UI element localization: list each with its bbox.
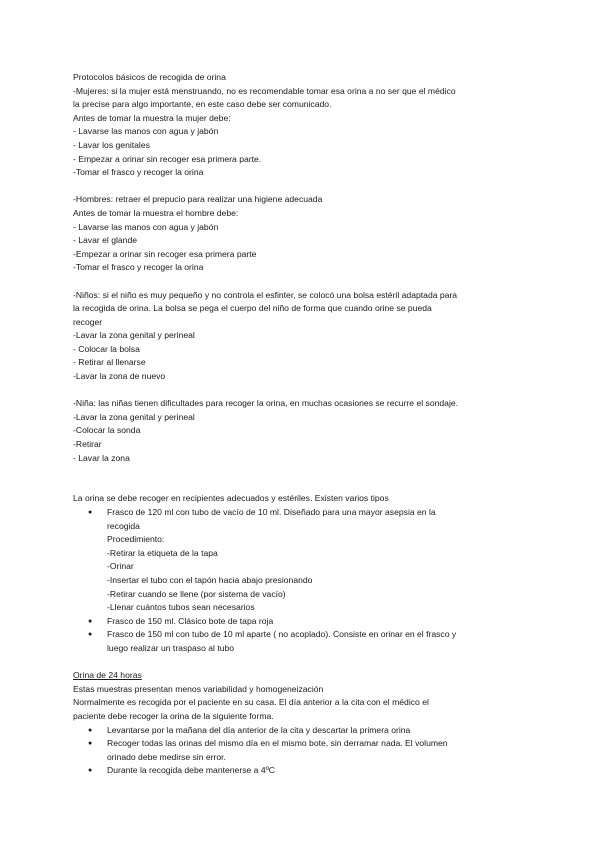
ninos-intro-line: recoger xyxy=(73,316,103,327)
spacer xyxy=(73,384,528,398)
orina24-line: Normalmente es recogida por el paciente en su casa. El día anterior a la cita con el médico el xyxy=(73,697,429,708)
orina24-bullet-line: orinado debe medirse sin error. xyxy=(107,751,226,762)
ninas-step: -Lavar la zona genital y perineal xyxy=(73,411,195,422)
mujeres-step: - Lavarse las manos con agua y jabón xyxy=(73,126,219,137)
procedimiento-step: -Orinar xyxy=(107,561,134,572)
orina24-line: Estas muestras presentan menos variabilidad y homogeneización xyxy=(73,683,324,694)
orina24-line: paciente debe recoger la orina de la siguiente forma. xyxy=(73,710,274,721)
ninos-step: -Lavar la zona genital y perineal xyxy=(73,330,195,341)
ninos-step: -Lavar la zona de nuevo xyxy=(73,371,166,382)
recipiente-item-line: ● Frasco de 150 ml con tubo de 10 ml aparte ( no acoplado). Consiste en orinar en el frasco y xyxy=(107,629,457,640)
procedimiento-label: Procedimiento: xyxy=(107,534,165,545)
recipientes-intro: La orina se debe recoger en recipientes adecuados y estériles. Existen varios tipos xyxy=(73,493,389,504)
recipiente-item-line: luego realizar un traspaso al tubo xyxy=(107,642,235,653)
mujeres-before: Antes de tomar la muestra la mujer debe: xyxy=(73,112,231,123)
mujeres-step: - Empezar a orinar sin recoger esa primera parte. xyxy=(73,153,262,164)
spacer xyxy=(73,180,528,194)
procedimiento-step: -Insertar el tubo con el tapón hacia abajo presionando xyxy=(107,574,313,585)
document-content xyxy=(73,71,528,778)
procedimiento-step: -Retirar cuando se llene (por sistema de vacío) xyxy=(107,588,286,599)
ninos-step: - Colocar la bolsa xyxy=(73,343,140,354)
hombres-step: -Tomar el frasco y recoger la orina xyxy=(73,262,204,273)
recipientes-list xyxy=(73,506,528,656)
list-item xyxy=(73,724,528,738)
hombres-before: Antes de tomar la muestra el hombre debe: xyxy=(73,207,239,218)
ninas-step: -Colocar la sonda xyxy=(73,425,141,436)
document-title: Protocolos básicos de recogida de orina xyxy=(73,72,226,82)
mujeres-intro-line: la precise para algo importante, en este caso debe ser comunicado. xyxy=(73,99,332,110)
ninas-step: -Retirar xyxy=(73,439,102,450)
hombres-step: -Empezar a orinar sin recoger esa primera parte xyxy=(73,248,257,259)
spacer xyxy=(73,656,528,670)
hombres-step: - Lavarse las manos con agua y jabón xyxy=(73,221,219,232)
ninos-intro-line: la recogida de orina. La bolsa se pega el cuerpo del niño de forma que cuando orine se pueda xyxy=(73,303,432,314)
ninas-step: - Lavar la zona xyxy=(73,452,130,463)
orina24-bullet-line: ● Levantarse por la mañana del día anterior de la cita y descartar la primera orina xyxy=(107,724,411,735)
ninas-intro: -Niña: las niñas tienen dificultades para recoger la orina, en muchas ocasiones se recurre el sondaje. xyxy=(73,398,459,409)
recipiente-item-line: ● Frasco de 150 ml. Clásico bote de tapa roja xyxy=(107,615,274,626)
recipiente-item-line: recogida xyxy=(107,520,140,531)
spacer xyxy=(73,275,528,289)
hombres-intro: -Hombres: retraer el prepucio para realizar una higiene adecuada xyxy=(73,194,323,205)
orina24-list xyxy=(73,724,528,778)
mujeres-step: - Lavar los genitales xyxy=(73,139,150,150)
orina24-heading: Orina de 24 horas xyxy=(73,670,142,681)
mujeres-intro-line: -Mujeres: si la mujer está menstruando, no es recomendable tomar esa orina a no ser que el médico xyxy=(73,85,456,96)
procedimiento-step: -Llenar cuántos tubos sean necesarios xyxy=(107,602,255,613)
procedimiento-step: -Retirar la etiqueta de la tapa xyxy=(107,547,218,558)
spacer xyxy=(73,465,528,492)
list-item xyxy=(73,737,528,764)
list-item xyxy=(73,615,528,629)
recipiente-item-line: ● Frasco de 120 ml con tubo de vacío de 10 ml. Diseñado para una mayor asepsia en la xyxy=(107,507,436,517)
ninos-intro-line: -Niños: si el niño es muy pequeño y no controla el esfinter, se colocó una bolsa estéril adaptada para xyxy=(73,289,458,300)
ninos-step: - Retirar al llenarse xyxy=(73,357,146,368)
hombres-step: - Lavar el glande xyxy=(73,235,138,246)
list-item xyxy=(73,764,528,778)
orina24-bullet-line: ● Recoger todas las orinas del mismo día en el mismo bote, sin derramar nada. El volumen xyxy=(107,738,448,749)
orina24-bullet-line: ● Durante la recogida debe mantenerse a 4ºC xyxy=(107,765,275,776)
list-item xyxy=(73,628,528,655)
mujeres-step: -Tomar el frasco y recoger la orina xyxy=(73,167,204,178)
list-item xyxy=(73,506,528,615)
